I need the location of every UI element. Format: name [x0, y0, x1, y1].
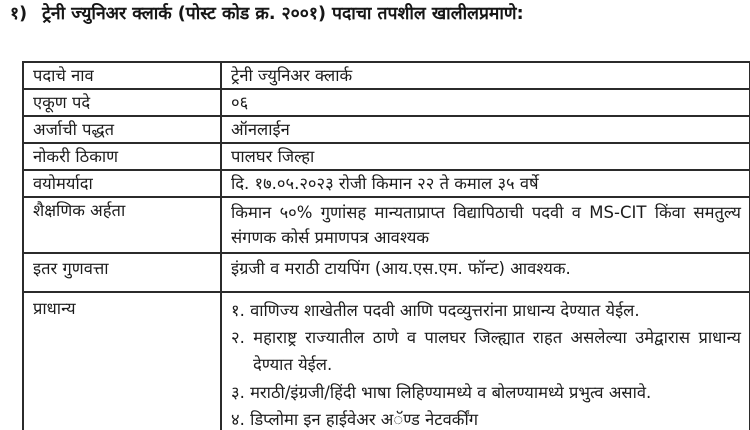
table-row	[23, 116, 750, 143]
table-row	[23, 89, 750, 116]
field-value-job-location: पालघर जिल्हा	[221, 143, 750, 170]
field-label-application-mode: अर्जाची पद्धत	[23, 116, 221, 143]
section-title	[10, 3, 524, 26]
preference-item-4: ४. डिप्लोमा इन हाईवेअर अॅण्ड नेटवर्कींग	[231, 409, 479, 429]
preference-item-2: २. महाराष्ट्र राज्यातील ठाणे व पालघर जिल्ह्यात राहत असलेल्या उमेद्वारास प्राधान्य देण्यात येईल.	[231, 328, 741, 375]
section-title-text: ट्रेनी ज्युनिअर क्लार्क (पोस्ट कोड क्र. २००१) पदाचा तपशील खालीलप्रमाणे:	[42, 4, 524, 24]
field-value-preference	[221, 292, 750, 430]
preference-item-1: १. वाणिज्य शाखेतील पदवी आणि पदव्युत्तरांना प्राधान्य देण्यात येईल.	[231, 301, 640, 320]
field-value-total-posts: ०६	[221, 89, 750, 116]
field-label-other-quality: इतर गुणवत्ता	[23, 253, 221, 292]
post-detail-table	[22, 61, 750, 430]
field-value-education: किमान ५०% गुणांसह मान्यताप्राप्त विद्यापिठाची पदवी व MS-CIT किंवा समतुल्य संगणक कोर्स प्रमाणपत्र आवश्यक	[221, 197, 750, 253]
field-label-job-location: नोकरी ठिकाण	[23, 143, 221, 170]
field-label-preference: प्राधान्य	[23, 292, 221, 430]
field-value-other-quality: इंग्रजी व मराठी टायपिंग (आय.एस.एम. फॉन्ट) आवश्यक.	[221, 253, 750, 292]
field-value-post-name: ट्रेनी ज्युनिअर क्लार्क	[221, 62, 750, 89]
field-label-total-posts: एकूण पदे	[23, 89, 221, 116]
preference-item-3: ३. मराठी/इंग्रजी/हिंदी भाषा लिहिण्यामध्ये व बोलण्यामध्ये प्रभुत्व असावे.	[231, 382, 652, 402]
table-row	[23, 292, 750, 430]
table-row	[23, 143, 750, 170]
field-value-age-limit: दि. १७.०५.२०२३ रोजी किमान २२ ते कमाल ३५ वर्षे	[221, 170, 750, 197]
field-value-application-mode: ऑनलाईन	[221, 116, 750, 143]
table-row	[23, 62, 750, 89]
section-number: १)	[10, 4, 28, 24]
field-label-post-name: पदाचे नाव	[23, 62, 221, 89]
table-row	[23, 197, 750, 253]
field-label-education: शैक्षणिक अर्हता	[23, 197, 221, 253]
table-row	[23, 170, 750, 197]
field-label-age-limit: वयोमर्यादा	[23, 170, 221, 197]
table-row	[23, 253, 750, 292]
